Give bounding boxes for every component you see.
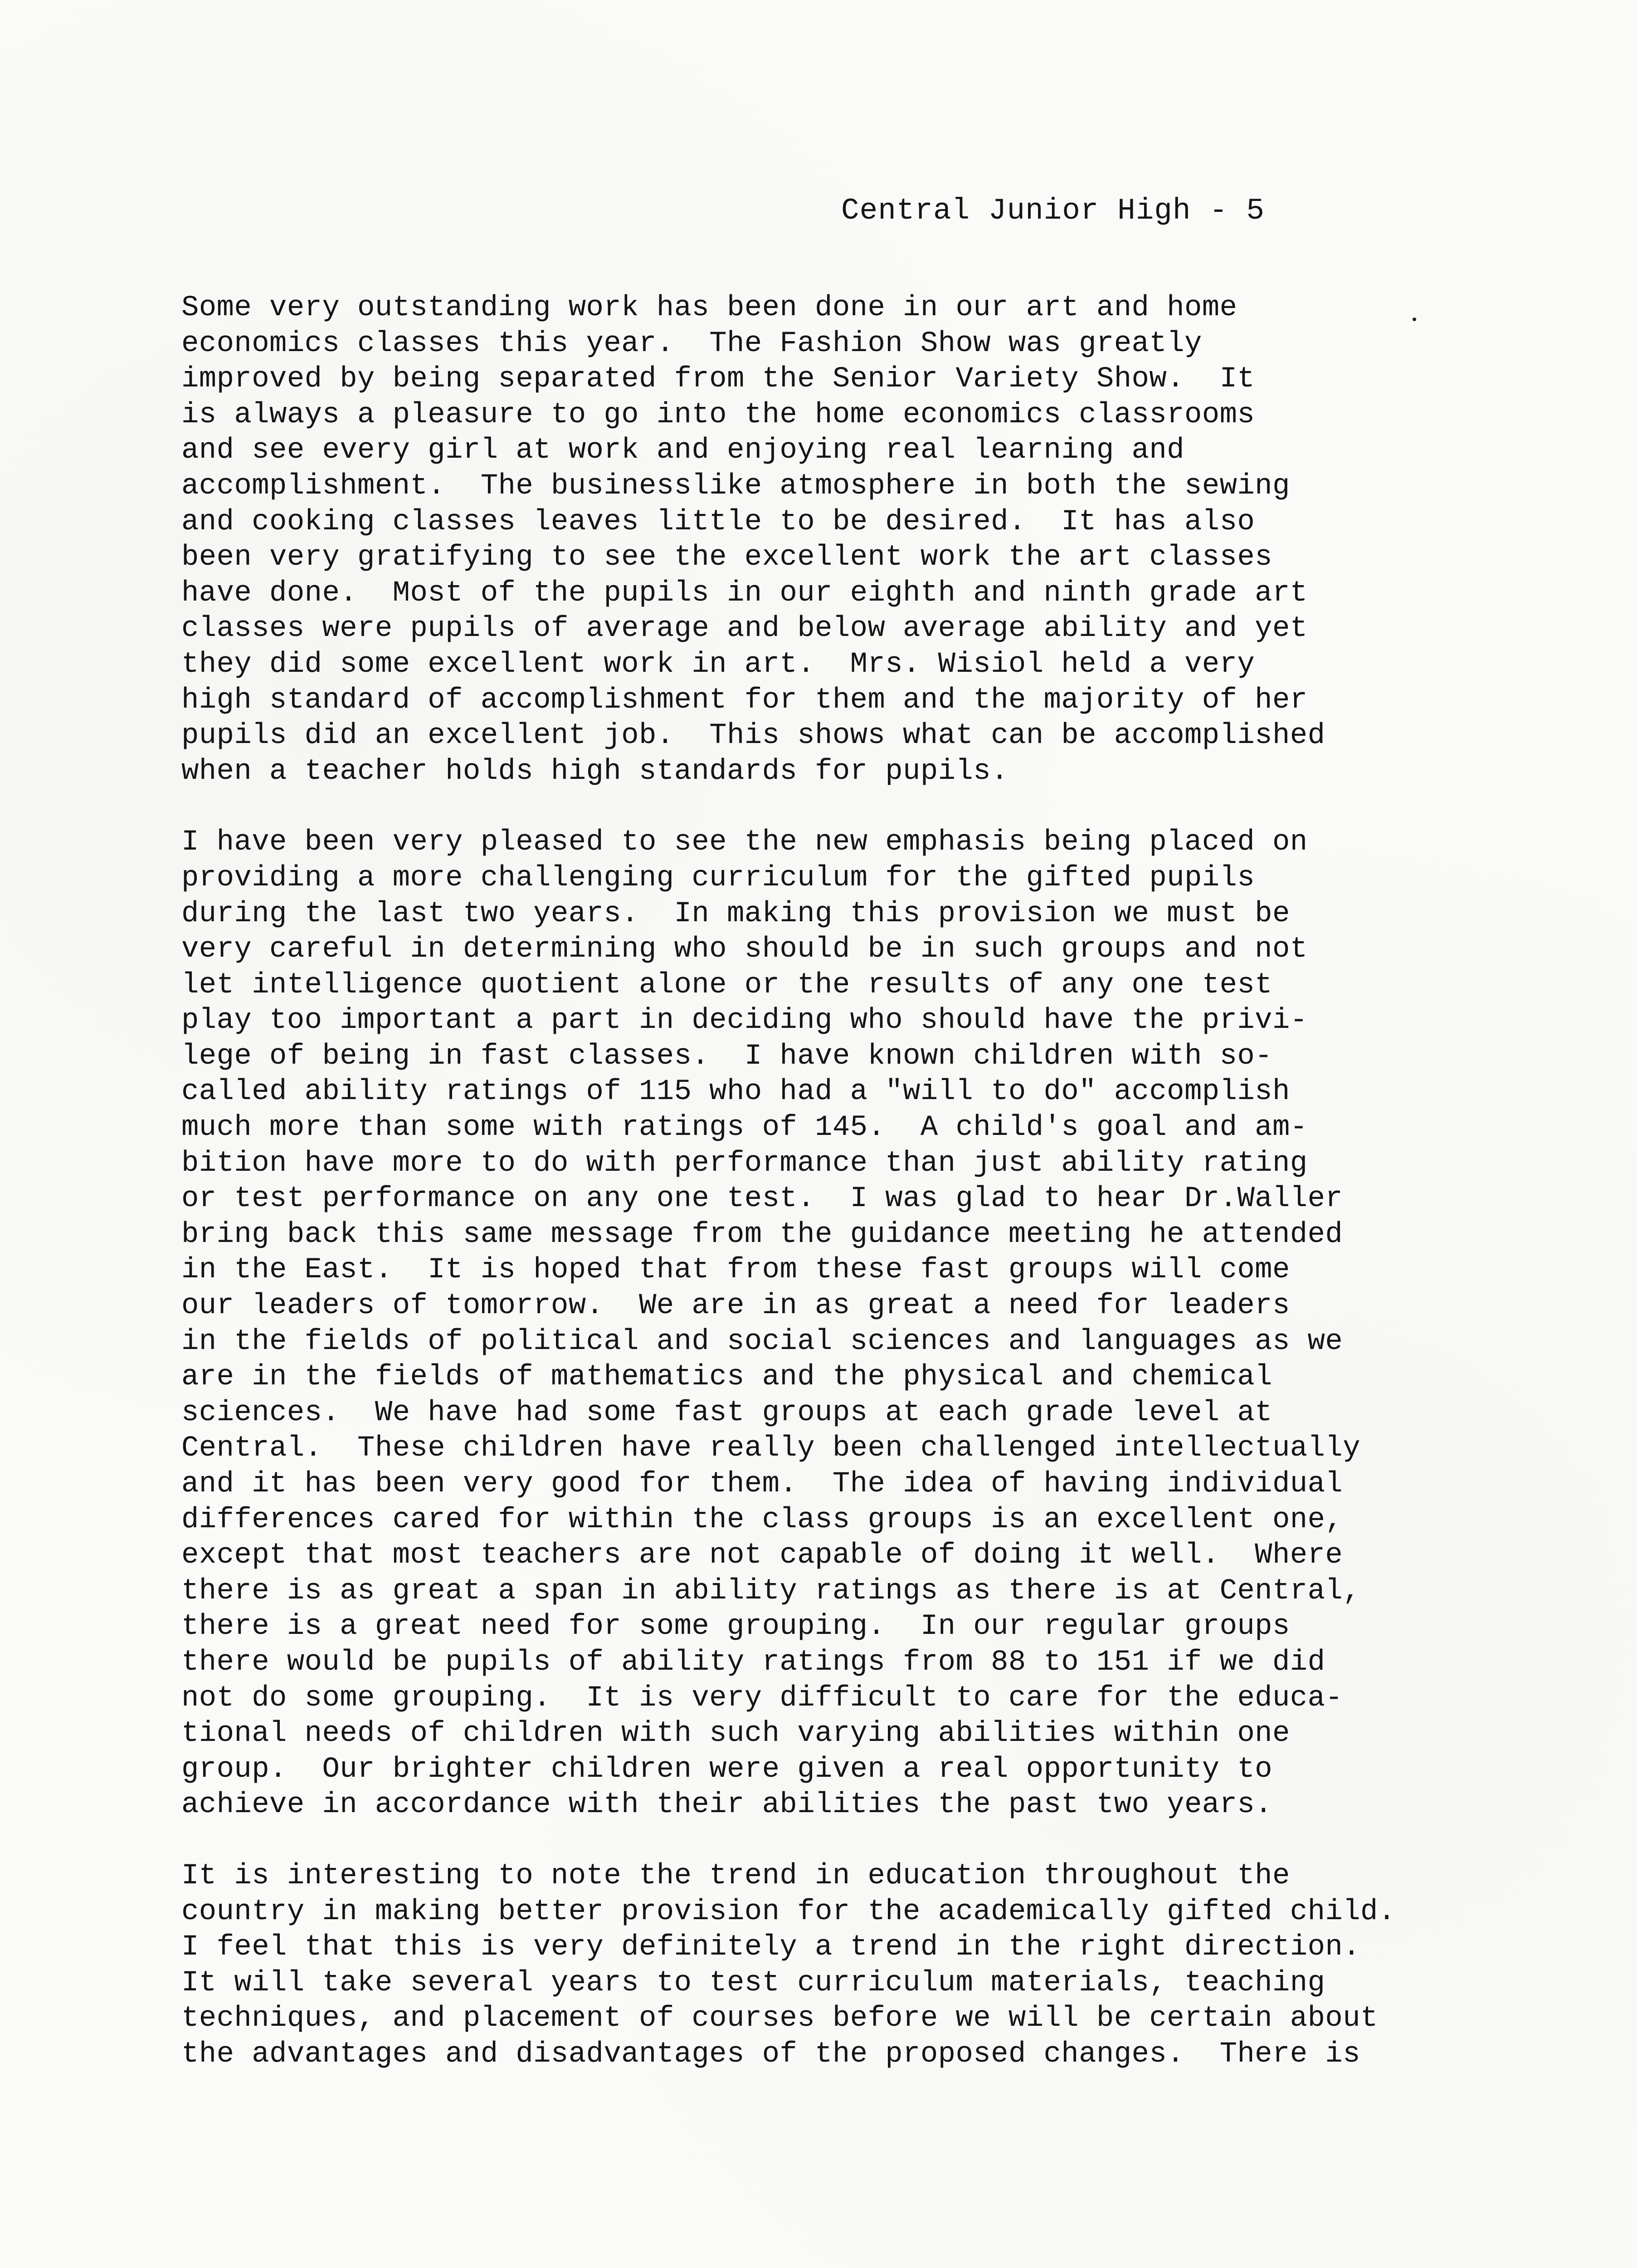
text-line: bition have more to do with performance than just ability rating: [181, 1147, 1308, 1180]
text-line: there would be pupils of ability ratings from 88 to 151 if we did: [181, 1646, 1325, 1679]
text-line: are in the fields of mathematics and the physical and chemical: [181, 1361, 1272, 1394]
document-body: [181, 290, 1433, 2108]
paragraph-education-trend: [181, 1858, 1433, 2072]
text-line: been very gratifying to see the excellent work the art classes: [181, 541, 1272, 574]
text-line: lege of being in fast classes. I have known children with so-: [181, 1040, 1272, 1073]
text-line: the advantages and disadvantages of the proposed changes. There is: [181, 2038, 1361, 2071]
text-line: in the fields of political and social sciences and languages as we: [181, 1325, 1343, 1358]
text-line: is always a pleasure to go into the home economics classrooms: [181, 398, 1255, 431]
text-line: It is interesting to note the trend in education throughout the: [181, 1859, 1290, 1892]
text-line: play too important a part in deciding who should have the privi-: [181, 1004, 1308, 1037]
text-line: differences cared for within the class groups is an excellent one,: [181, 1503, 1343, 1536]
paragraph-art-home-economics: [181, 290, 1433, 789]
text-line: they did some excellent work in art. Mrs. Wisiol held a very: [181, 648, 1255, 681]
text-line: I have been very pleased to see the new emphasis being placed on: [181, 826, 1308, 859]
text-line: achieve in accordance with their abilities the past two years.: [181, 1789, 1272, 1822]
text-line: our leaders of tomorrow. We are in as great a need for leaders: [181, 1290, 1290, 1323]
text-line: and cooking classes leaves little to be desired. It has also: [181, 505, 1255, 538]
text-line: and see every girl at work and enjoying real learning and: [181, 434, 1184, 467]
text-line: in the East. It is hoped that from these fast groups will come: [181, 1254, 1290, 1287]
text-line: techniques, and placement of courses before we will be certain about: [181, 2002, 1378, 2035]
text-line: It will take several years to test curriculum materials, teaching: [181, 1966, 1325, 1999]
text-line: or test performance on any one test. I was glad to hear Dr.Waller: [181, 1183, 1343, 1216]
text-line: Central. These children have really been challenged intellectually: [181, 1432, 1361, 1465]
text-line: tional needs of children with such varying abilities within one: [181, 1717, 1290, 1750]
text-line: and it has been very good for them. The idea of having individual: [181, 1468, 1343, 1501]
text-line: except that most teachers are not capable of doing it well. Where: [181, 1539, 1343, 1572]
text-line: let intelligence quotient alone or the results of any one test: [181, 968, 1272, 1002]
text-line: high standard of accomplishment for them and the majority of her: [181, 684, 1308, 717]
text-line: economics classes this year. The Fashion Show was greatly: [181, 327, 1202, 360]
running-head: Central Junior High - 5: [841, 194, 1265, 228]
text-line: accomplishment. The businesslike atmosphere in both the sewing: [181, 469, 1290, 503]
paragraph-gifted-pupils: [181, 825, 1433, 1823]
text-line: not do some grouping. It is very difficult to care for the educa-: [181, 1681, 1343, 1715]
text-line: providing a more challenging curriculum for the gifted pupils: [181, 861, 1255, 894]
text-line: very careful in determining who should be in such groups and not: [181, 933, 1308, 966]
text-line: sciences. We have had some fast groups at each grade level at: [181, 1396, 1272, 1429]
text-line: called ability ratings of 115 who had a "will to do" accomplish: [181, 1075, 1290, 1109]
text-line: pupils did an excellent job. This shows what can be accomplished: [181, 719, 1325, 753]
text-line: when a teacher holds high standards for pupils.: [181, 755, 1009, 788]
text-line: improved by being separated from the Senior Variety Show. It: [181, 363, 1255, 396]
text-line: there is as great a span in ability ratings as there is at Central,: [181, 1574, 1361, 1608]
text-line: bring back this same message from the guidance meeting he attended: [181, 1218, 1343, 1251]
text-line: much more than some with ratings of 145. A child's goal and am-: [181, 1111, 1308, 1144]
text-line: country in making better provision for the academically gifted child.: [181, 1895, 1396, 1928]
text-line: I feel that this is very definitely a trend in the right direction.: [181, 1931, 1361, 1964]
text-line: group. Our brighter children were given a real opportunity to: [181, 1753, 1272, 1786]
text-line: during the last two years. In making this provision we must be: [181, 897, 1290, 930]
text-line: there is a great need for some grouping. In our regular groups: [181, 1610, 1290, 1643]
text-line: classes were pupils of average and below average ability and yet: [181, 612, 1308, 645]
text-line: Some very outstanding work has been done in our art and home: [181, 292, 1237, 324]
text-line: have done. Most of the pupils in our eighth and ninth grade art: [181, 577, 1308, 610]
